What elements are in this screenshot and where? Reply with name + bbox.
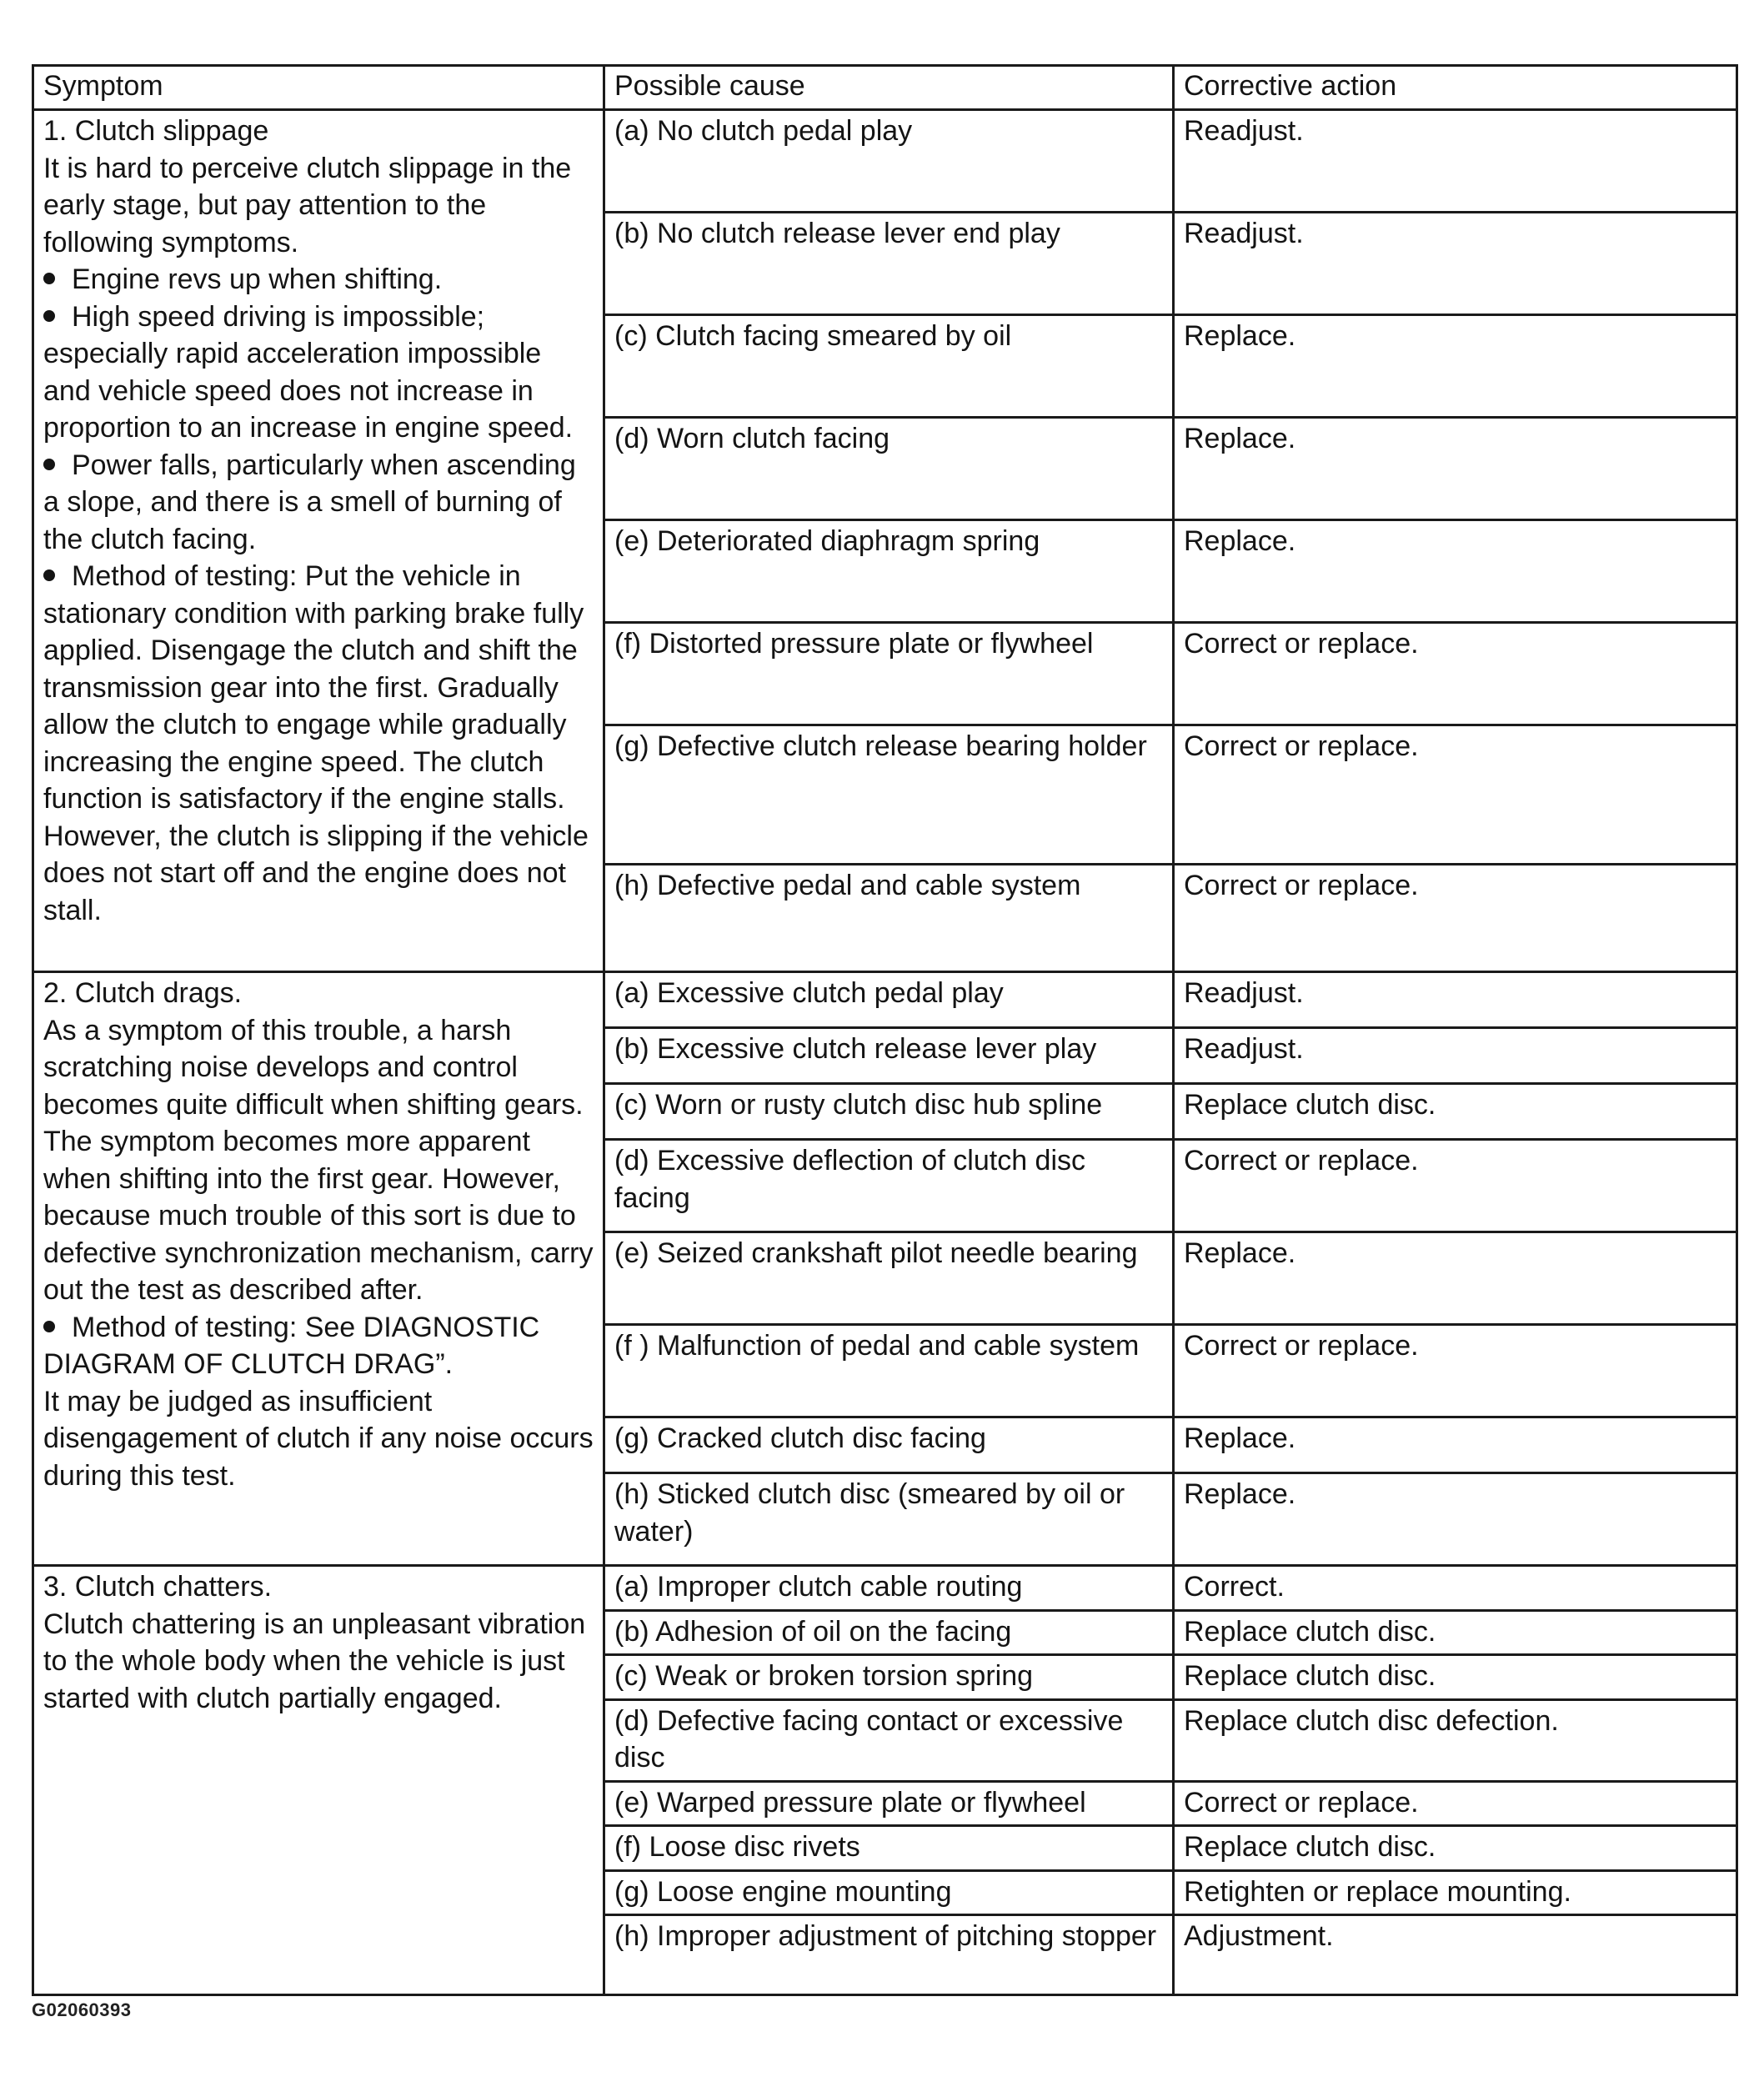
possible-cause-cell: (e) Seized crankshaft pilot needle bearing [604,1232,1174,1325]
symptom-cell [33,1566,604,1995]
bullet-text: Method of testing: See DIAGNOSTIC DIAGRAM OF CLUTCH DRAG”. [43,1311,540,1380]
possible-cause-cell: (g) Cracked clutch disc facing [604,1417,1174,1473]
possible-cause-cell: (h) Sticked clutch disc (smeared by oil or water) [604,1473,1174,1566]
symptom-title: 3. Clutch chatters. [43,1571,273,1603]
corrective-action-cell: Readjust. [1174,972,1737,1028]
bullet-text: High speed driving is impossible; especially rapid acceleration impossible and vehicle speed does not increase in proportion to an increase in engine speed. [43,300,574,444]
corrective-action-cell: Correct or replace. [1174,623,1737,725]
possible-cause-cell: (d) Excessive deflection of clutch disc facing [604,1140,1174,1232]
possible-cause-cell: (c) Weak or broken torsion spring [604,1655,1174,1700]
corrective-action-cell: Replace. [1174,1417,1737,1473]
symptom-bullet [43,1309,594,1383]
header-possible-cause: Possible cause [604,66,1174,110]
bullet-text: Power falls, particularly when ascending a slope, and there is a smell of burning of the clutch facing. [43,449,576,555]
bullet-text: Engine revs up when shifting. [72,263,443,295]
symptom-bullet [43,558,594,929]
symptom-bullet [43,299,594,447]
corrective-action-cell: Adjustment. [1174,1915,1737,1995]
symptom-description: Clutch chattering is an unpleasant vibration to the whole body when the vehicle is just started with clutch partially engaged. [43,1608,586,1714]
possible-cause-cell: (c) Clutch facing smeared by oil [604,315,1174,418]
symptom-bullet [43,447,594,559]
bullet-dot-icon [43,273,55,284]
symptom-title: 2. Clutch drags. [43,977,243,1009]
corrective-action-cell: Replace. [1174,315,1737,418]
corrective-action-cell: Replace. [1174,1473,1737,1566]
symptom-bullet [43,261,594,299]
table-row [33,1566,1737,1611]
corrective-action-cell: Correct. [1174,1566,1737,1611]
possible-cause-cell: (a) Excessive clutch pedal play [604,972,1174,1028]
possible-cause-cell: (g) Defective clutch release bearing holder [604,725,1174,865]
corrective-action-cell: Retighten or replace mounting. [1174,1870,1737,1915]
corrective-action-cell: Replace. [1174,1232,1737,1325]
corrective-action-cell: Replace clutch disc. [1174,1826,1737,1871]
bullet-dot-icon [43,310,55,322]
bullet-text: Method of testing: Put the vehicle in stationary condition with parking brake fully applied. Disengage the clutch and shift the transmission gear into the first. Gradually allow the clutch to engage while gradually increasing the engine speed. The clutch function is satisfactory if the engine stalls. However, the clutch is slipping if the vehicle does not start off and the engine does not stall. [43,560,589,926]
possible-cause-cell: (d) Defective facing contact or excessive disc [604,1699,1174,1781]
corrective-action-cell: Correct or replace. [1174,1140,1737,1232]
possible-cause-cell: (c) Worn or rusty clutch disc hub spline [604,1084,1174,1140]
table-row [33,110,1737,213]
bullet-dot-icon [43,1321,55,1332]
possible-cause-cell: (f) Distorted pressure plate or flywheel [604,623,1174,725]
corrective-action-cell: Correct or replace. [1174,1325,1737,1417]
symptom-cell [33,110,604,972]
possible-cause-cell: (h) Defective pedal and cable system [604,865,1174,972]
possible-cause-cell: (e) Warped pressure plate or flywheel [604,1781,1174,1826]
possible-cause-cell: (a) No clutch pedal play [604,110,1174,213]
symptom-title: 1. Clutch slippage [43,115,269,147]
possible-cause-cell: (g) Loose engine mounting [604,1870,1174,1915]
header-corrective-action: Corrective action [1174,66,1737,110]
header-symptom: Symptom [33,66,604,110]
corrective-action-cell: Correct or replace. [1174,1781,1737,1826]
corrective-action-cell: Replace clutch disc defection. [1174,1699,1737,1781]
corrective-action-cell: Replace. [1174,418,1737,520]
corrective-action-cell: Replace clutch disc. [1174,1655,1737,1700]
corrective-action-cell: Readjust. [1174,213,1737,315]
possible-cause-cell: (a) Improper clutch cable routing [604,1566,1174,1611]
corrective-action-cell: Replace clutch disc. [1174,1084,1737,1140]
possible-cause-cell: (b) Excessive clutch release lever play [604,1028,1174,1084]
bullet-dot-icon [43,569,55,581]
table-body [33,110,1737,1995]
corrective-action-cell: Readjust. [1174,1028,1737,1084]
possible-cause-cell: (d) Worn clutch facing [604,418,1174,520]
possible-cause-cell: (h) Improper adjustment of pitching stopper [604,1915,1174,1995]
corrective-action-cell: Replace clutch disc. [1174,1610,1737,1655]
table-header-row [33,66,1737,110]
symptom-cell [33,972,604,1566]
corrective-action-cell: Readjust. [1174,110,1737,213]
figure-id: G02060393 [32,1999,132,2020]
possible-cause-cell: (b) No clutch release lever end play [604,213,1174,315]
possible-cause-cell: (f ) Malfunction of pedal and cable system [604,1325,1174,1417]
table-row [33,972,1737,1028]
troubleshooting-table [32,64,1738,1996]
possible-cause-cell: (f) Loose disc rivets [604,1826,1174,1871]
symptom-description: As a symptom of this trouble, a harsh scratching noise develops and control becomes quite difficult when shifting gears. The symptom becomes more apparent when shifting into the first gear. However, because much trouble of this sort is due to defective synchronization mechanism, carry out the test as described after. [43,1014,594,1306]
corrective-action-cell: Replace. [1174,520,1737,623]
symptom-note: It may be judged as insufficient disengagement of clutch if any noise occurs during this test. [43,1385,594,1492]
corrective-action-cell: Correct or replace. [1174,725,1737,865]
symptom-description: It is hard to perceive clutch slippage in the early stage, but pay attention to the following symptoms. [43,152,572,258]
possible-cause-cell: (e) Deteriorated diaphragm spring [604,520,1174,623]
possible-cause-cell: (b) Adhesion of oil on the facing [604,1610,1174,1655]
corrective-action-cell: Correct or replace. [1174,865,1737,972]
bullet-dot-icon [43,459,55,470]
